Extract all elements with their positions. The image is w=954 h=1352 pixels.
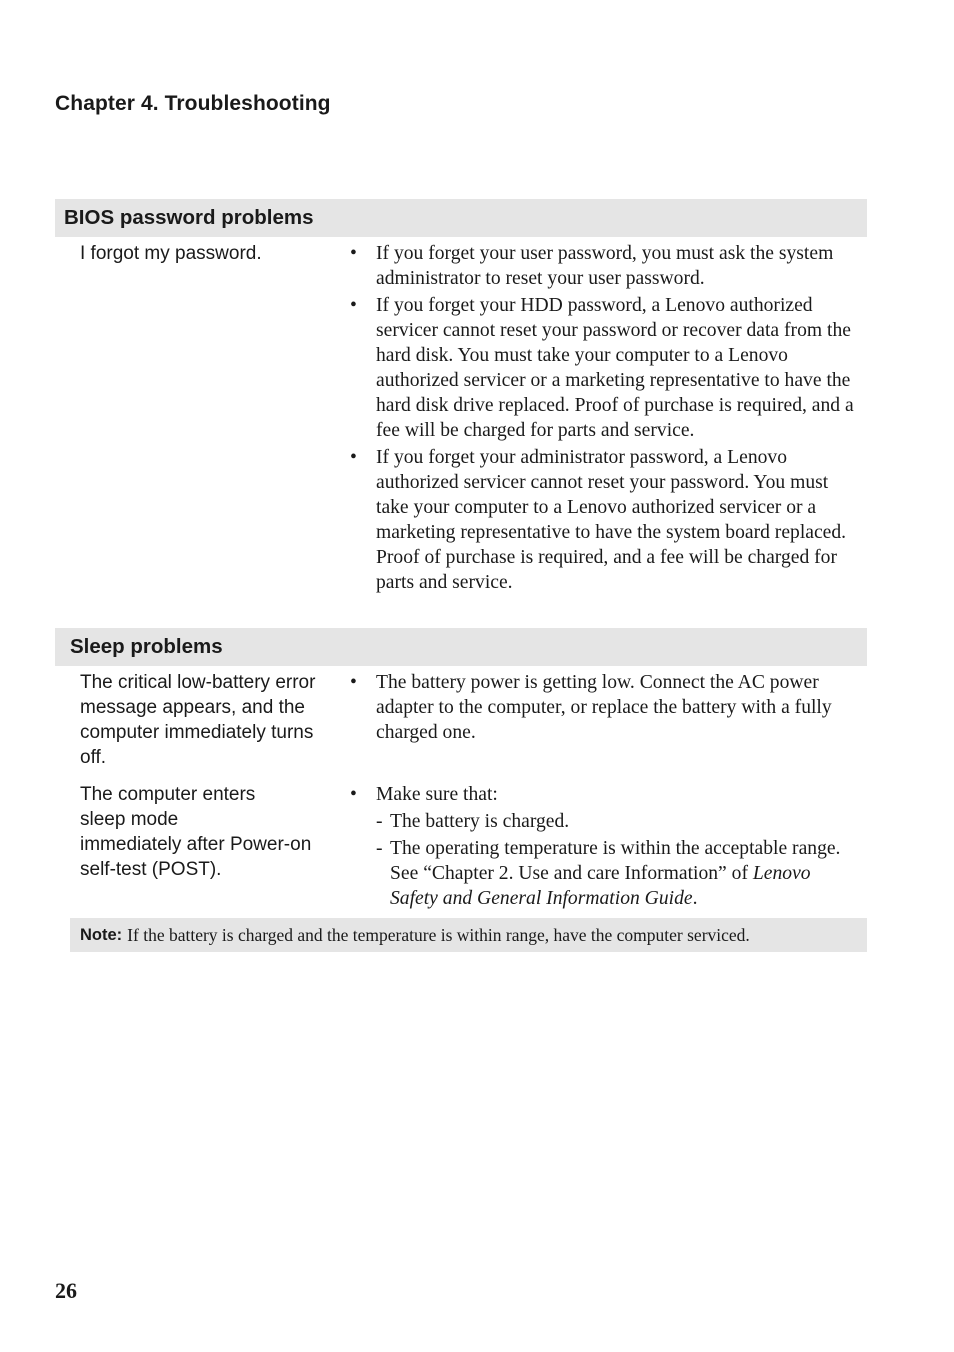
bullet-icon: • [350, 672, 357, 693]
solution-bullet [348, 241, 860, 291]
bullet-icon: • [350, 784, 357, 805]
problem-forgot-password: I forgot my password. [80, 243, 262, 264]
problem-line: immediately after Power-on [80, 834, 312, 855]
section-header-label: Sleep problems [70, 635, 223, 658]
bullet-text: The battery power is getting low. Connect the AC power adapter to the computer, or replace the battery with a fully charged one. [376, 672, 832, 743]
problem-line: sleep mode [80, 809, 179, 830]
dash-icon: - [376, 838, 383, 859]
note-label: Note: [80, 925, 123, 944]
section-header-bios-password [55, 199, 867, 237]
bullet-text: If you forget your HDD password, a Lenovo authorized servicer cannot reset your password or recover data from the hard disk. You must take your computer to a Lenovo authorized servicer or a marketing representative to have the hard disk drive replaced. Proof of purchase is required, and a fee will be charged for parts and service. [376, 295, 854, 441]
bullet-icon: • [350, 295, 357, 316]
problem-line: The computer enters [80, 784, 256, 805]
solution-bullet [348, 670, 860, 745]
section-header-label: BIOS password problems [64, 206, 314, 229]
chapter-title: Chapter 4. Troubleshooting [55, 92, 331, 115]
solution-bullet [348, 445, 860, 595]
solution-forgot-password [348, 241, 860, 597]
note-text: If the battery is charged and the temperature is within range, have the computer serviced. [127, 924, 750, 945]
section-header-sleep [55, 628, 867, 666]
bullet-icon: • [350, 447, 357, 468]
note-bar [70, 918, 867, 952]
page-number: 26 [55, 1278, 77, 1303]
solution-bullet [348, 293, 860, 443]
guide-title: Lenovo Safety and General Information Guide [390, 863, 811, 909]
solution-sub-item [348, 809, 860, 834]
sub-item-end: . [692, 888, 698, 909]
sub-item-text: The operating temperature is within the acceptable range. See “Chapter 2. Use and care Information” of [390, 838, 841, 884]
problem-low-battery: The critical low-battery error message appears, and the computer immediately turns off. [80, 672, 316, 768]
bullet-icon: • [350, 243, 357, 264]
bullet-text: If you forget your administrator password, a Lenovo authorized servicer cannot reset your password. You must take your computer to a Lenovo authorized servicer or a marketing representative to have the system board replaced. Proof of purchase is required, and a fee will be charged for parts and service. [376, 447, 847, 593]
problem-line: self-test (POST). [80, 859, 222, 880]
solution-sleep-after-post [348, 782, 860, 911]
dash-icon: - [376, 811, 383, 832]
bullet-text: Make sure that: [376, 784, 498, 805]
solution-bullet [348, 782, 860, 807]
problem-sleep-after-post [80, 782, 342, 882]
bullet-text: If you forget your user password, you must ask the system administrator to reset your user password. [376, 243, 834, 289]
solution-sub-item [348, 836, 860, 911]
sub-item-text: The battery is charged. [390, 811, 570, 832]
solution-low-battery [348, 670, 860, 747]
